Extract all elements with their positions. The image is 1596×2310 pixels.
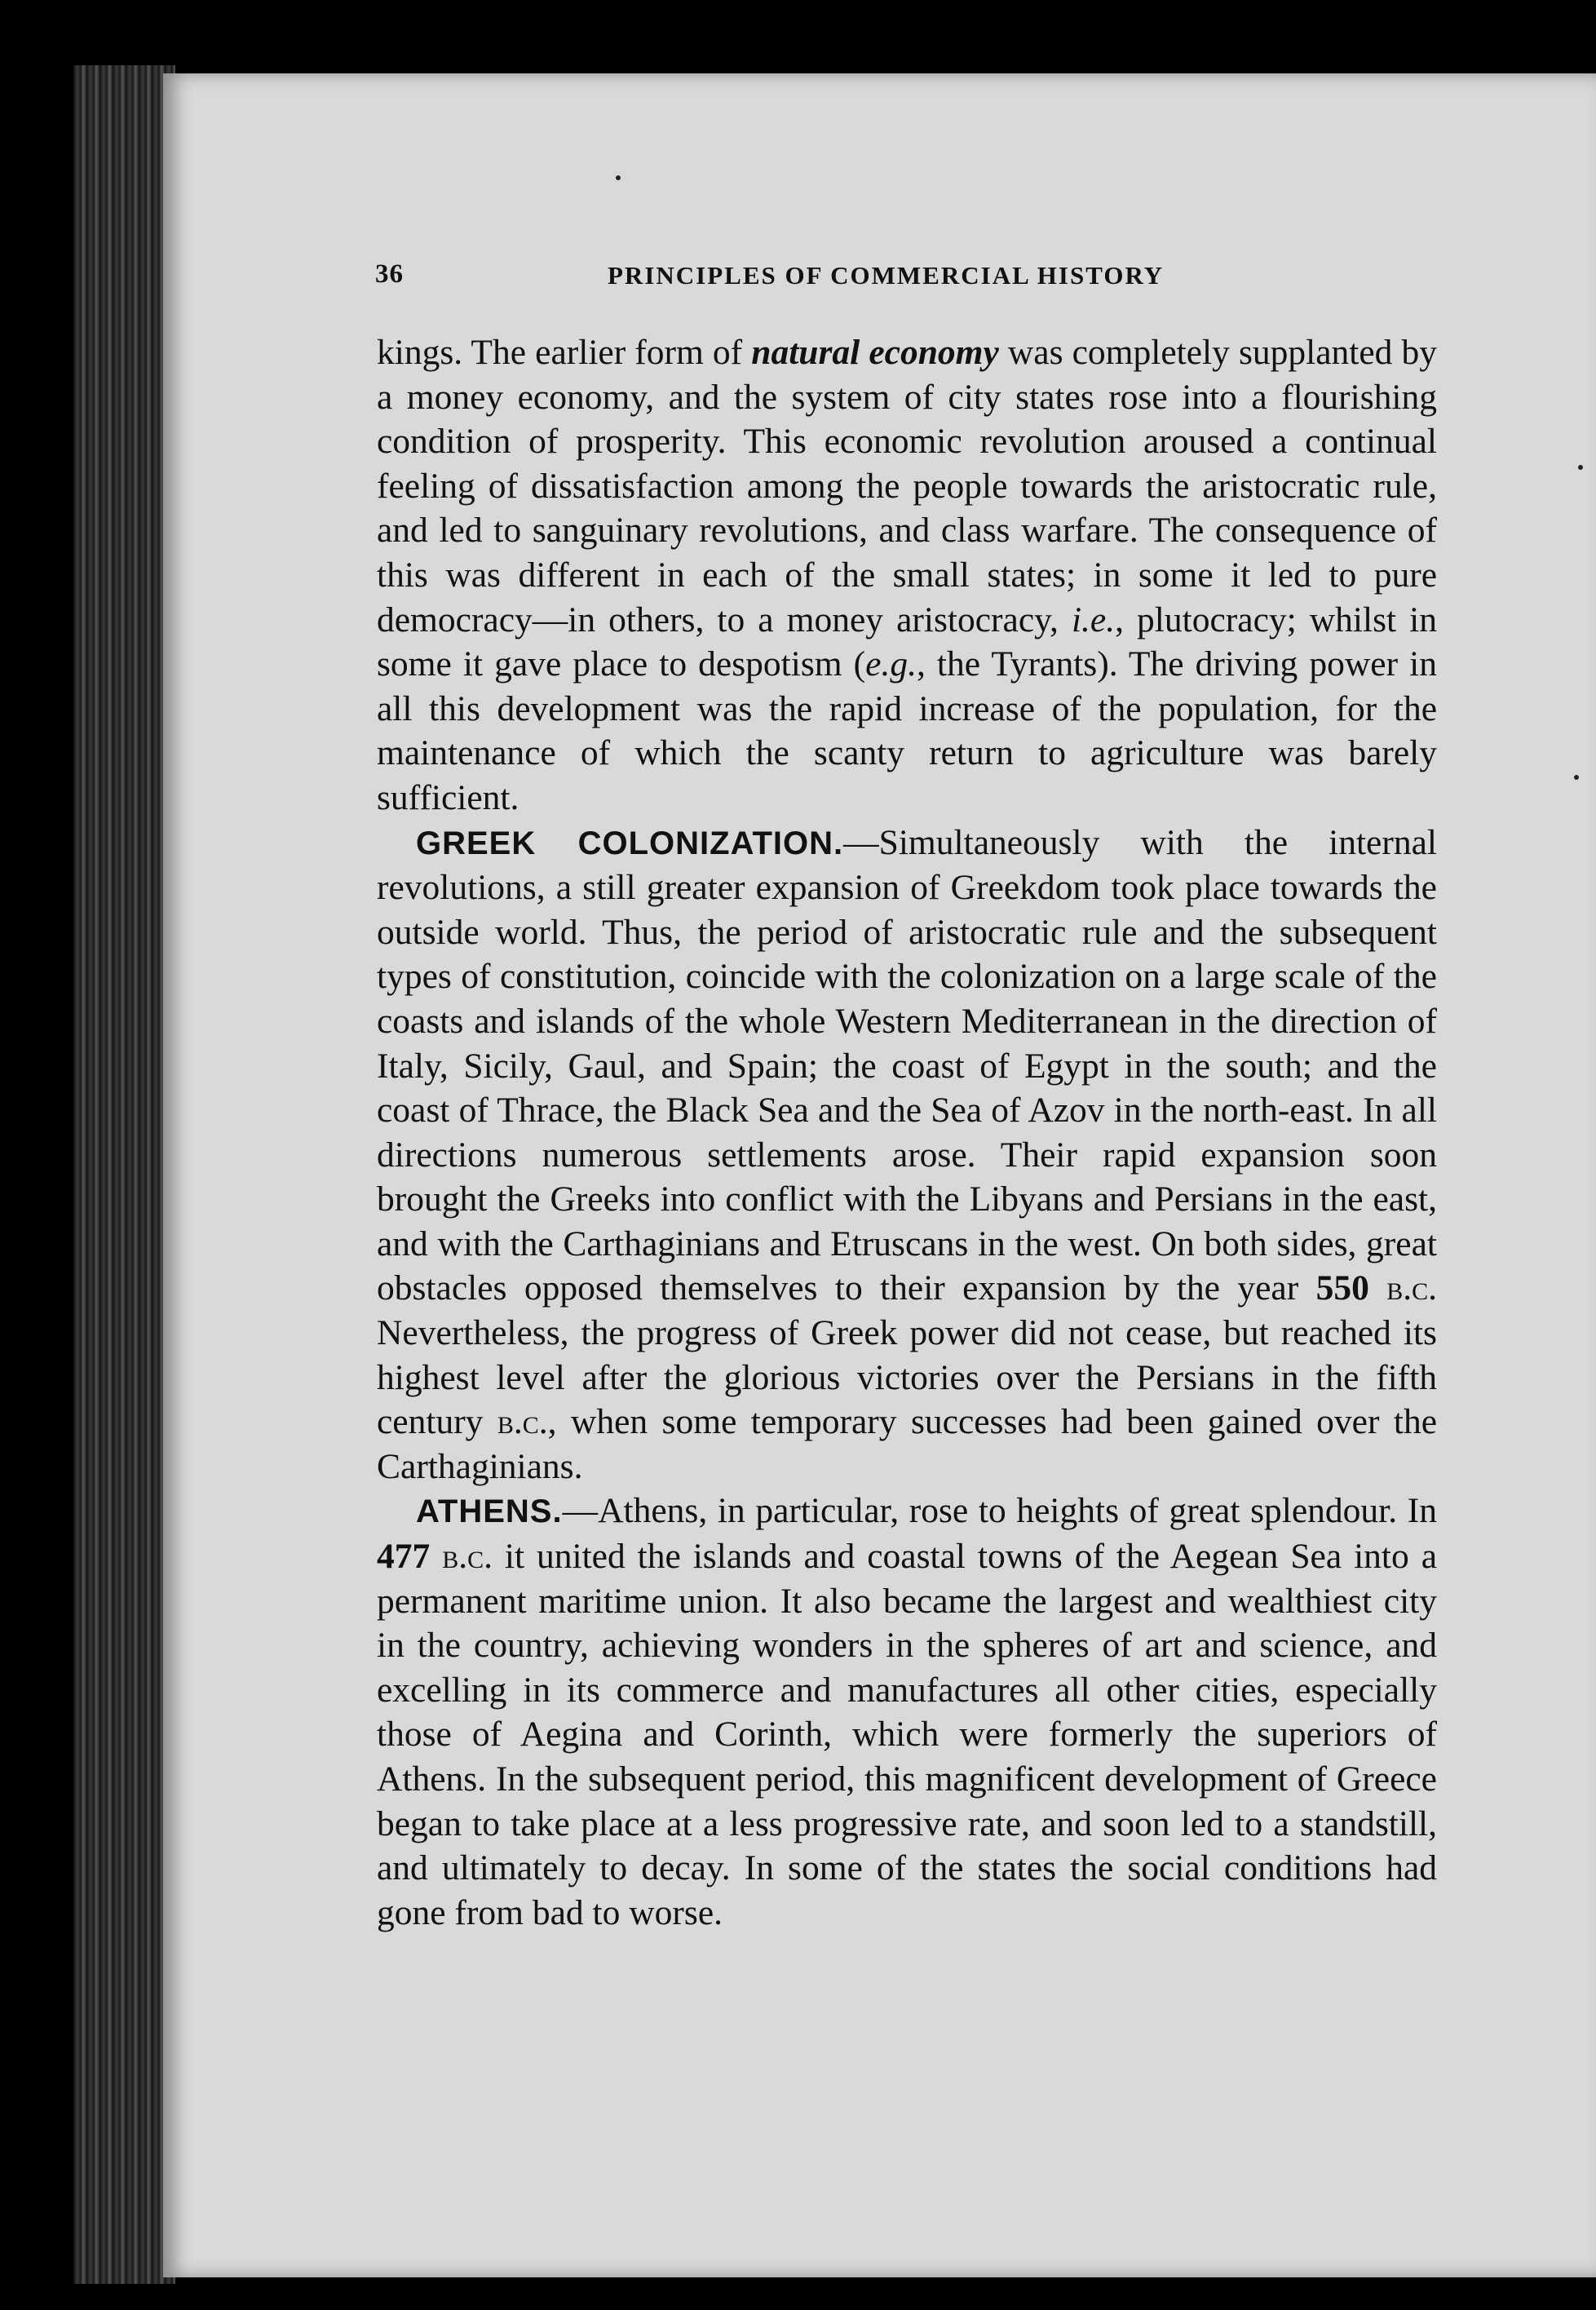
text-run: was completely supplanted by a money economy, and the system of city states rose into a flourishing condition of prosperity. This economic revolution aroused a continual feeling of dissatisfaction among the people towards the aristocratic rule, and led to sanguinary revolutions, and class warfare. The consequence of this was different in each of the small states; in some it led to pure democracy—in others, to a money aristocracy, (377, 333, 1438, 639)
bc-abbrev: b.c. (1386, 1268, 1437, 1308)
text-run: —Simultaneously with the internal revolutions, a still greater expansion of Greekdom took place towards the outside world. Thus, the period of aristocratic rule and the subsequent types of constitution, coincide with the colonization on a large scale of the coasts and islands of the whole Western Mediterranean in the direction of Italy, Sicily, Gaul, and Spain; the coast of Egypt in the south; and the coast of Thrace, the Black Sea and the Sea of Azov in the north-east. In all directions numerous settlements arose. Their rapid expansion soon brought the Greeks into conflict with the Libyans and Persians in the east, and with the Carthaginians and Etruscans in the west. On both sides, great obstacles opposed themselves to their expansion by the year (377, 822, 1437, 1308)
speck (1574, 775, 1579, 780)
paragraph-1 (377, 330, 1437, 821)
page-body (377, 330, 1437, 1935)
paragraph-3 (377, 1489, 1437, 1935)
paragraph-2 (377, 821, 1437, 1489)
speck (1578, 465, 1583, 470)
text-run: kings. The earlier form of (377, 333, 752, 372)
emphasis-natural-economy: natural economy (751, 333, 999, 372)
bc-abbrev: b.c. (442, 1537, 493, 1577)
section-heading-athens: ATHENS. (416, 1494, 563, 1530)
text-run: Nevertheless, the progress of Greek power did not cease, but reached its highest level after the glorious victories over the Persians in the fifth century (377, 1313, 1437, 1442)
emphasis-ie: i.e. (1071, 600, 1116, 639)
speck (616, 175, 621, 180)
section-heading-greek-colonization: GREEK COLONIZATION. (416, 825, 844, 861)
text-run: , when some temporary successes had been gained over the Carthaginians. (377, 1402, 1438, 1486)
text-run: —Athens, in particular, rose to heights of great splendour. In (562, 1491, 1437, 1531)
emphasis-eg: e.g. (865, 644, 917, 684)
year-477: 477 (377, 1537, 431, 1577)
text-run: , plutocracy; whilst in some it gave place to despotism ( (377, 600, 1437, 684)
book-spine-edge (73, 65, 175, 2284)
year-550: 550 (1315, 1268, 1369, 1308)
bc-abbrev: b.c. (497, 1402, 548, 1442)
page-number: 36 (375, 259, 404, 289)
text-run: , the Tyrants). The driving power in all this development was the rapid increase of the population, for the maintenance of which the scanty return to agriculture was barely sufficient. (377, 644, 1437, 817)
text-run: it united the islands and coastal towns of the Aegean Sea into a permanent maritime union. It also became the largest and wealthiest city in the country, achieving wonders in the spheres of art and science, and excelling in its commerce and manufactures all other cities, especially those of Aegina and Corinth, which were formerly the superiors of Athens. In the subsequent period, this magnificent development of Greece began to take place at a less progressive rate, and soon led to a standstill, and ultimately to decay. In some of the states the social conditions had gone from bad to worse. (377, 1537, 1437, 1932)
running-title: PRINCIPLES OF COMMERCIAL HISTORY (608, 261, 1165, 290)
